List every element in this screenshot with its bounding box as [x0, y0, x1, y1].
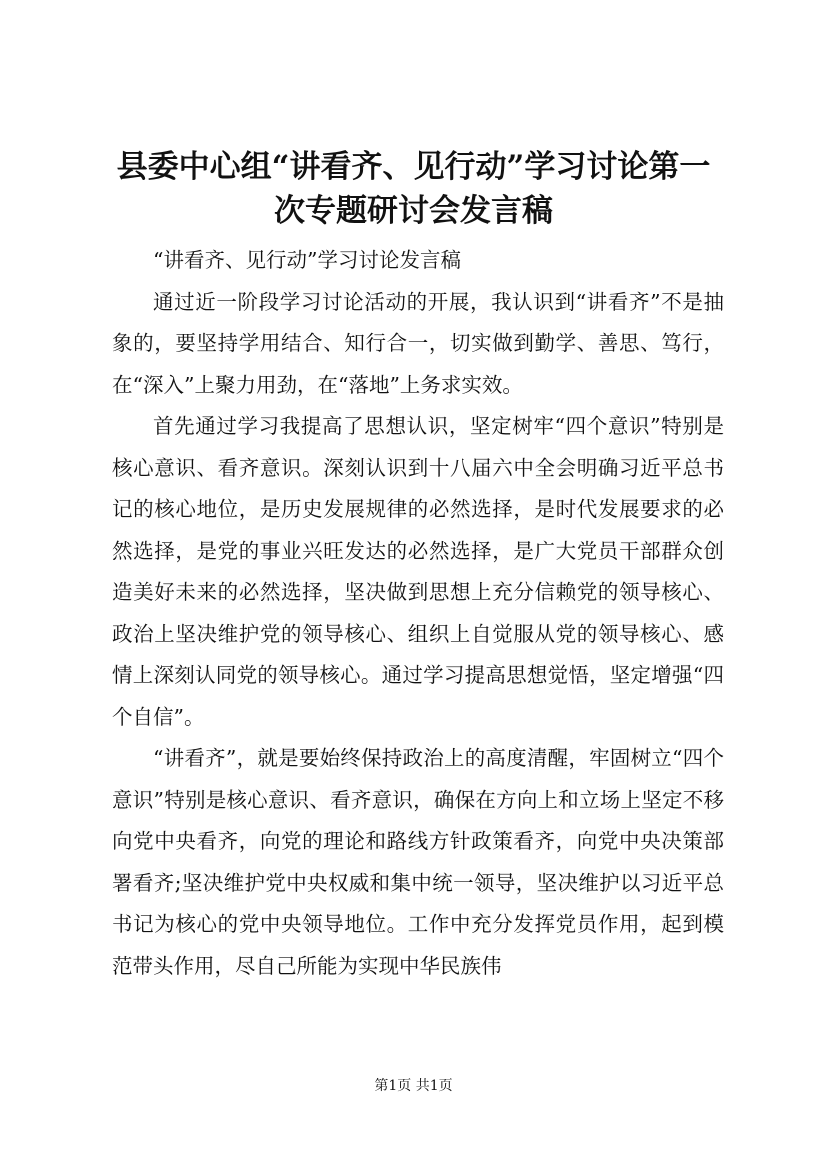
paragraph-1: 通过近一阶段学习讨论活动的开展，我认识到“讲看齐”不是抽象的，要坚持学用结合、知行合一，切实做到勤学、善思、笃行，在“深入”上聚力用劲，在“落地”上务求实效。 [112, 289, 724, 397]
page-number-label: 第1页 共1页 [374, 1078, 453, 1094]
title-line-2: 次专题研讨会发言稿 [274, 193, 553, 229]
title-line-1: 县委中心组“讲看齐、见行动”学习讨论第一 [116, 149, 711, 185]
document-title [100, 145, 727, 233]
paragraph-2: 首先通过学习我提高了思想认识，坚定树牢“四个意识”特别是核心意识、看齐意识。深刻认识到十八届六中全会明确习近平总书记的核心地位，是历史发展规律的必然选择，是时代发展要求的必然选择，是党的事业兴旺发达的必然选择，是广大党员干部群众创造美好未来的必然选择，坚决做到思想上充分信赖党的领导核心、政治上坚决维护党的领导核心、组织上自觉服从党的领导核心、感情上深刻认同党的领导核心。通过学习提高思想觉悟，坚定增强“四个自信”。 [112, 414, 724, 729]
document-body [112, 240, 724, 987]
paragraph-3: “讲看齐”，就是要始终保持政治上的高度清醒，牢固树立“四个意识”特别是核心意识、看齐意识，确保在方向上和立场上坚定不移向党中央看齐，向党的理论和路线方针政策看齐，向党中央决策部署看齐;坚决维护党中央权威和集中统一领导，坚决维护以习近平总书记为核心的党中央领导地位。工作中充分发挥党员作用，起到模范带头作用，尽自己所能为实现中华民族伟 [112, 746, 724, 978]
document-subtitle: “讲看齐、见行动”学习讨论发言稿 [153, 248, 461, 272]
page-footer [0, 1076, 827, 1096]
